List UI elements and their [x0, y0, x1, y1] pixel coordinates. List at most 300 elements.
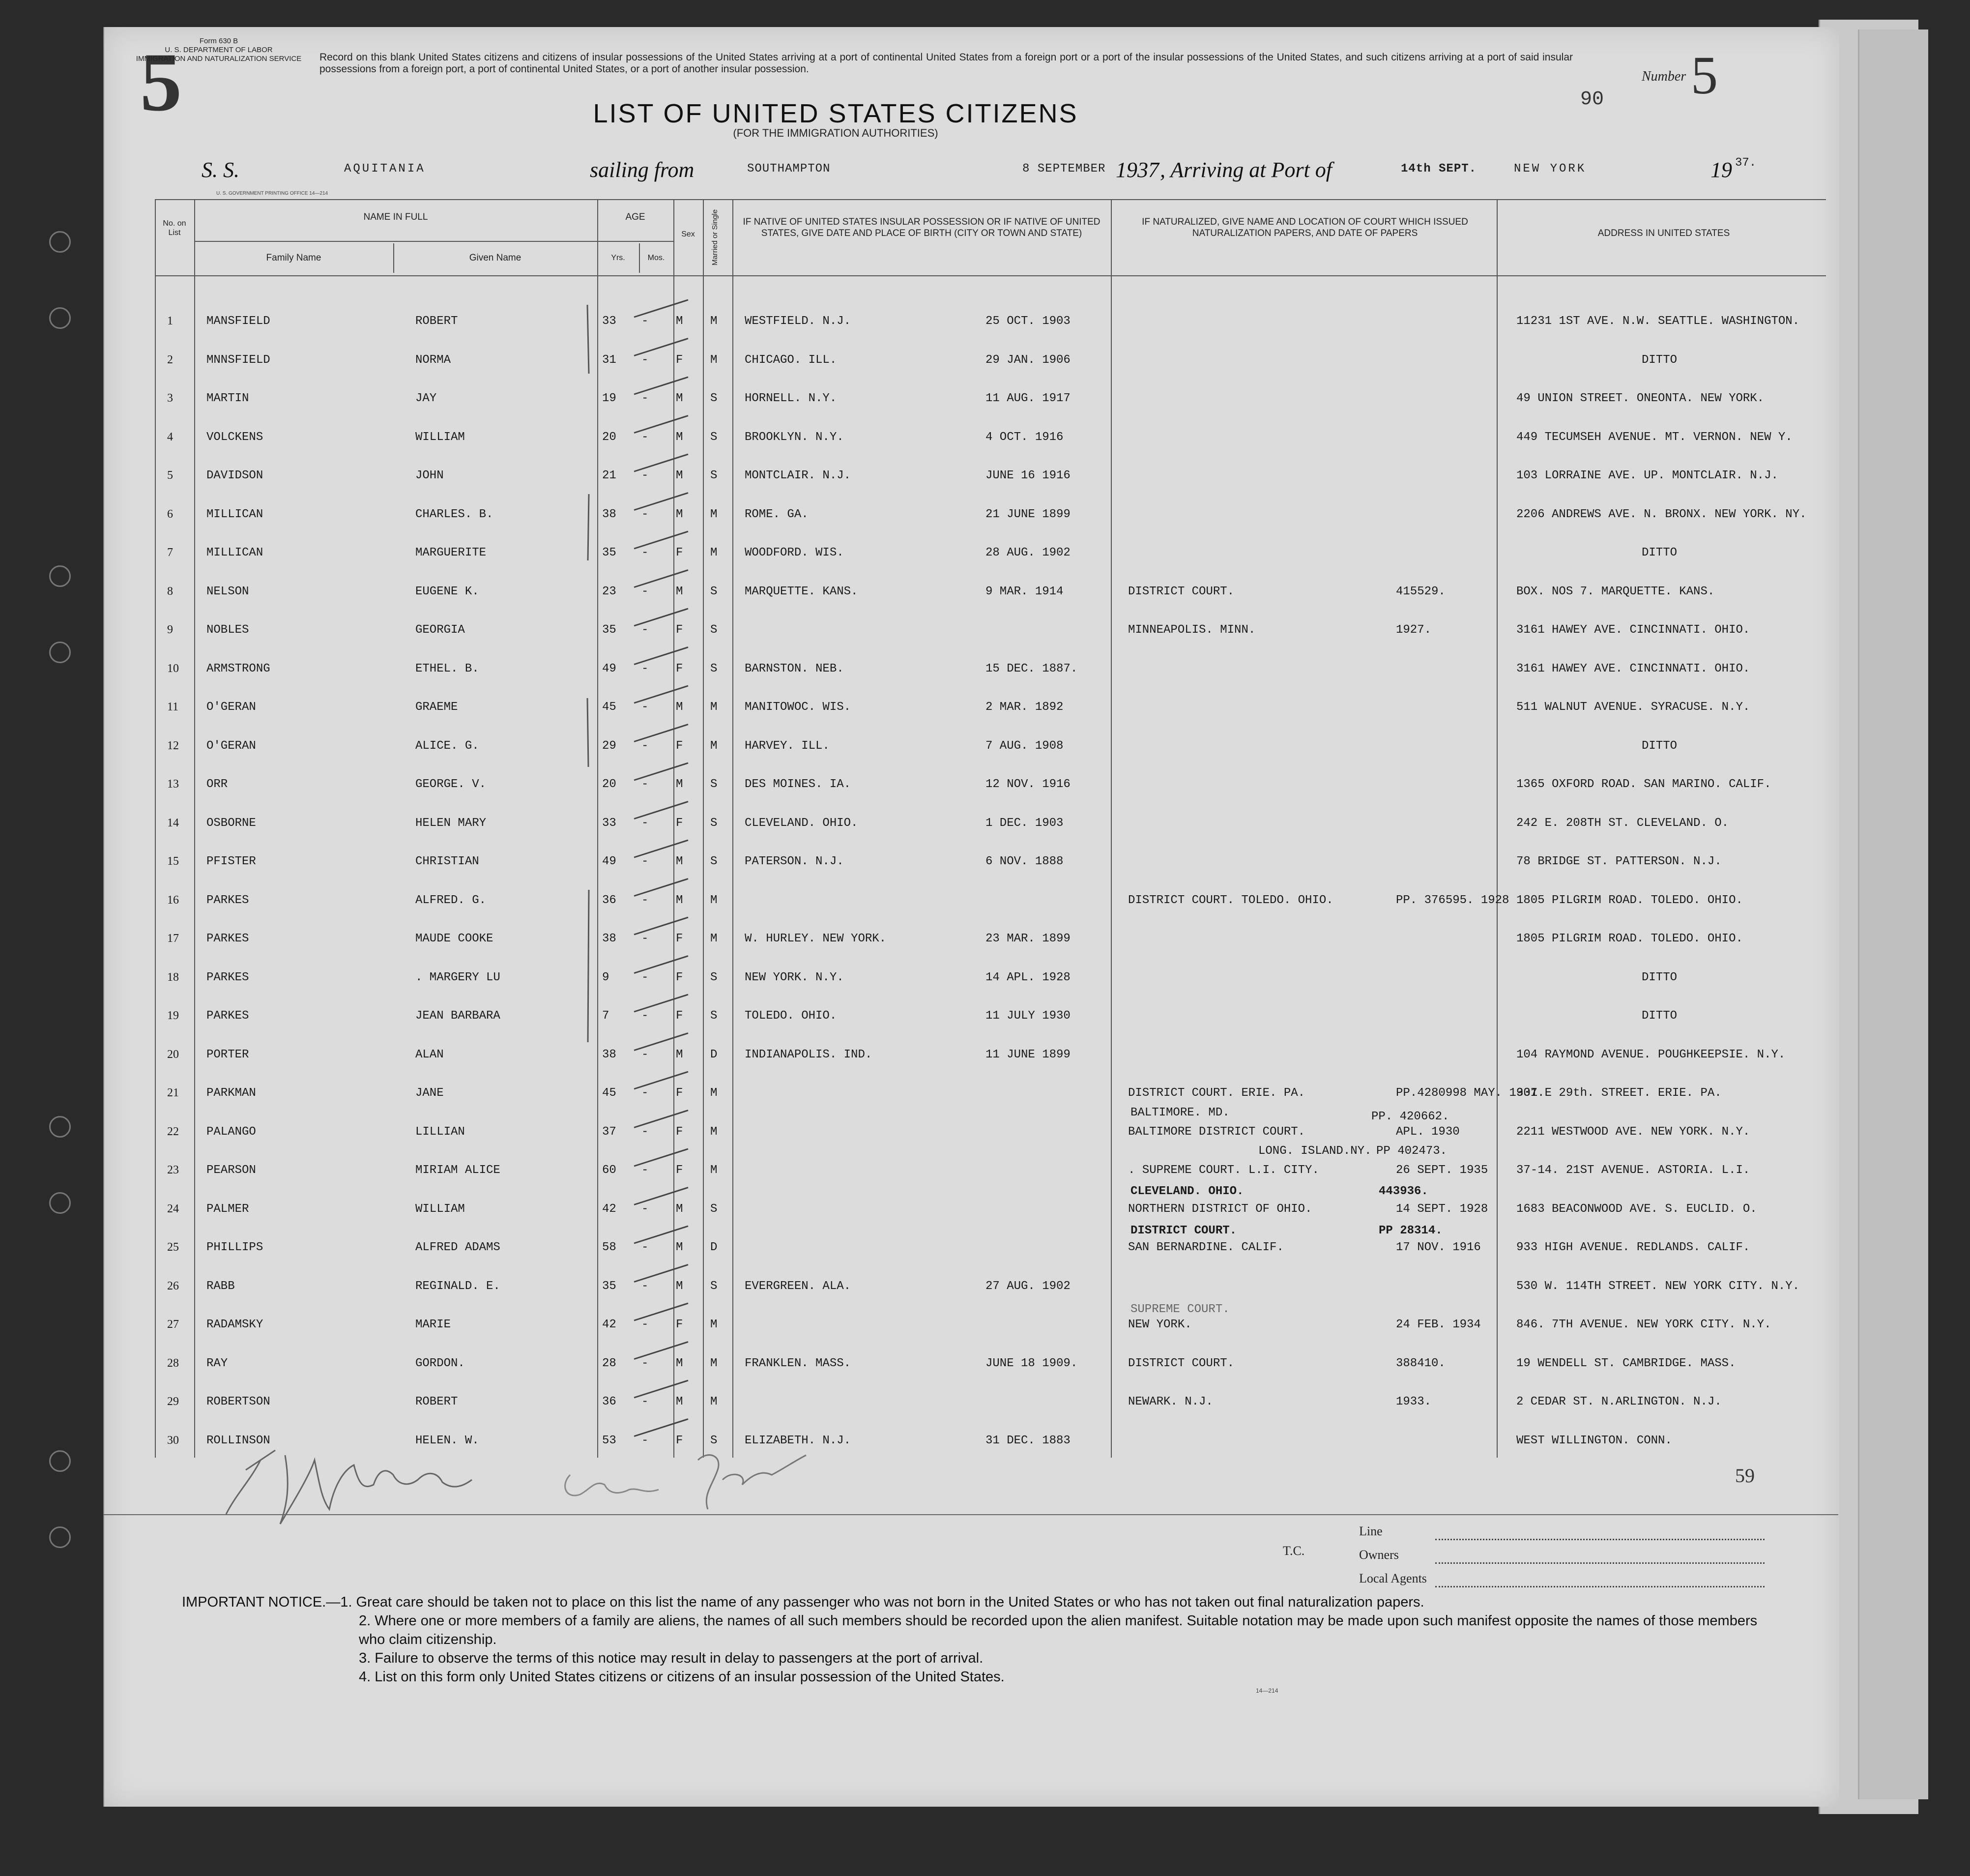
age-years: 21	[602, 469, 616, 482]
age-months: -	[641, 970, 649, 984]
family-name: PALANGO	[206, 1125, 256, 1139]
sex: M	[676, 469, 683, 482]
given-name: ETHEL. B.	[415, 662, 479, 675]
header-naturalized: IF NATURALIZED, GIVE NAME AND LOCATION OF COURT WHICH ISSUED NATURALIZATION PAPERS, AND DATE OF PAPERS	[1142, 217, 1468, 238]
age-months: -	[641, 469, 649, 482]
binder-hole	[49, 231, 71, 253]
age-months: -	[641, 623, 649, 637]
naturalization-court: BALTIMORE DISTRICT COURT.	[1128, 1125, 1305, 1139]
naturalization-court: DISTRICT COURT. ERIE. PA.	[1128, 1086, 1305, 1100]
naturalization-court: DISTRICT COURT. TOLEDO. OHIO.	[1128, 893, 1333, 907]
marital-status: M	[710, 1086, 718, 1100]
given-name: MARIE	[415, 1318, 451, 1331]
sex: F	[676, 1164, 683, 1177]
birth-place: EVERGREEN. ALA.	[745, 1279, 851, 1293]
row-number: 11	[167, 701, 179, 713]
age-months: -	[641, 932, 649, 945]
birth-place: MARQUETTE. KANS.	[745, 585, 858, 598]
sex: M	[676, 430, 683, 444]
row-number: 10	[167, 662, 179, 675]
col-divider	[155, 199, 156, 1458]
family-name: DAVIDSON	[206, 469, 263, 482]
given-name: MAUDE COOKE	[415, 932, 493, 945]
address: DITTO	[1642, 739, 1678, 753]
naturalization-note: BALTIMORE. MD.	[1130, 1106, 1230, 1119]
header-mos: Mos.	[647, 254, 665, 262]
birth-date: 23 MAR. 1899	[985, 932, 1071, 945]
given-name: LILLIAN	[415, 1125, 465, 1139]
marital-status: M	[710, 1356, 718, 1370]
age-years: 49	[602, 855, 616, 868]
family-name: PALMER	[206, 1202, 249, 1216]
header-sex: Sex	[681, 230, 695, 238]
agents-field	[1435, 1586, 1765, 1587]
address: 242 E. 208TH ST. CLEVELAND. O.	[1516, 816, 1729, 830]
family-name: MILLICAN	[206, 507, 263, 521]
service: IMMIGRATION AND NATURALIZATION SERVICE	[136, 55, 302, 63]
family-name: RAY	[206, 1356, 228, 1370]
birth-date: 7 AUG. 1908	[985, 739, 1064, 753]
address: 11231 1ST AVE. N.W. SEATTLE. WASHINGTON.	[1516, 315, 1800, 328]
age-years: 28	[602, 1356, 616, 1370]
address: 1683 BEACONWOOD AVE. S. EUCLID. O.	[1516, 1202, 1757, 1216]
sex: M	[676, 1241, 683, 1254]
given-name: NORMA	[415, 353, 451, 367]
given-name: ALICE. G.	[415, 739, 479, 753]
header-married-single: Married or Single	[711, 209, 719, 266]
sex: M	[676, 855, 683, 868]
marital-status: M	[710, 1318, 718, 1331]
given-name: ROBERT	[415, 1395, 458, 1408]
age-years: 7	[602, 1009, 609, 1023]
birth-date: 28 AUG. 1902	[985, 546, 1071, 559]
birth-date: 29 JAN. 1906	[985, 353, 1071, 367]
address: 1805 PILGRIM ROAD. TOLEDO. OHIO.	[1516, 932, 1743, 945]
given-name: MARGUERITE	[415, 546, 487, 559]
bottom-rule	[103, 1514, 1838, 1515]
row-number: 14	[167, 816, 179, 829]
age-years: 35	[602, 546, 616, 559]
marital-status: S	[710, 1009, 718, 1023]
age-years: 35	[602, 1279, 616, 1293]
birth-date: JUNE 16 1916	[985, 469, 1071, 482]
naturalization-note: LONG. ISLAND.NY.	[1258, 1144, 1372, 1158]
age-years: 36	[602, 1395, 616, 1408]
birth-date: 27 AUG. 1902	[985, 1279, 1071, 1293]
naturalization-ref: 17 NOV. 1916	[1396, 1241, 1481, 1254]
age-years: 9	[602, 970, 609, 984]
naturalization-note: SUPREME COURT.	[1130, 1303, 1230, 1316]
form-identifier	[113, 37, 324, 63]
age-months: -	[641, 353, 649, 367]
intro-text: Record on this blank United States citizens and citizens of insular possessions of the United States arriving at a port of continental United States from a foreign port or a port of the insular possessions of the United States, and such citizens arriving at a port of said insular possessions from a foreign port, a port of continental United States, or a port of another insular possession.	[319, 52, 1573, 75]
family-name: MILLICAN	[206, 546, 263, 559]
birth-place: ELIZABETH. N.J.	[745, 1434, 851, 1447]
notice-2: 2. Where one or more members of a family are aliens, the names of all such members should be recorded upon the alien manifest. Suitable notation may be made upon such manifest opposite the names of those members who claim citizenship.	[359, 1613, 1758, 1647]
address: 933 HIGH AVENUE. REDLANDS. CALIF.	[1516, 1241, 1750, 1254]
marital-status: S	[710, 1202, 718, 1216]
birth-date: 14 APL. 1928	[985, 970, 1071, 984]
age-months: -	[641, 662, 649, 675]
age-months: -	[641, 1164, 649, 1177]
naturalization-court: . SUPREME COURT. L.I. CITY.	[1128, 1164, 1319, 1177]
notice-4: 4. List on this form only United States citizens or citizens of an insular possession of the United States.	[359, 1669, 1005, 1685]
family-name: MNNSFIELD	[206, 353, 270, 367]
birth-date: 31 DEC. 1883	[985, 1434, 1071, 1447]
marital-status: M	[710, 1125, 718, 1139]
family-name: PFISTER	[206, 855, 256, 868]
age-years: 49	[602, 662, 616, 675]
age-months: -	[641, 1009, 649, 1023]
naturalization-court: NEW YORK.	[1128, 1318, 1192, 1331]
printer-note: U. S. GOVERNMENT PRINTING OFFICE 14—214	[216, 191, 328, 196]
marital-status: S	[710, 970, 718, 984]
family-name: RADAMSKY	[206, 1318, 263, 1331]
row-number: 26	[167, 1279, 179, 1292]
address: 103 LORRAINE AVE. UP. MONTCLAIR. N.J.	[1516, 469, 1778, 482]
given-name: GEORGE. V.	[415, 778, 487, 791]
sex: M	[676, 1202, 683, 1216]
naturalization-ref: PP. 376595. 1928	[1396, 893, 1509, 907]
age-years: 42	[602, 1202, 616, 1216]
age-months: -	[641, 739, 649, 753]
naturalization-ref: APL. 1930	[1396, 1125, 1460, 1139]
address: DITTO	[1642, 1009, 1678, 1023]
arrival-date: 14th SEPT.	[1401, 162, 1477, 176]
marital-status: D	[710, 1241, 718, 1254]
birth-date: 15 DEC. 1887.	[985, 662, 1078, 675]
marital-status: M	[710, 1164, 718, 1177]
row-number: 20	[167, 1048, 179, 1061]
naturalization-court: NORTHERN DISTRICT OF OHIO.	[1128, 1202, 1312, 1216]
family-name: OSBORNE	[206, 816, 256, 830]
family-name: ORR	[206, 778, 228, 791]
age-months: -	[641, 1395, 649, 1408]
birth-date: 1 DEC. 1903	[985, 816, 1064, 830]
header-name-in-full: NAME IN FULL	[363, 212, 428, 222]
age-years: 31	[602, 353, 616, 367]
marital-status: M	[710, 546, 718, 559]
age-years: 53	[602, 1434, 616, 1447]
given-name: JANE	[415, 1086, 444, 1100]
age-months: -	[641, 546, 649, 559]
birth-date: 21 JUNE 1899	[985, 507, 1071, 521]
row-divider	[194, 241, 673, 242]
notice-3: 3. Failure to observe the terms of this notice may result in delay to passengers at the port of arrival.	[359, 1650, 984, 1666]
given-name: REGINALD. E.	[415, 1279, 500, 1293]
owners-field	[1435, 1562, 1765, 1564]
birth-place: BARNSTON. NEB.	[745, 662, 844, 675]
naturalization-ref: 1927.	[1396, 623, 1432, 637]
birth-place: NEW YORK. N.Y.	[745, 970, 844, 984]
notice-head: IMPORTANT NOTICE.—	[182, 1594, 341, 1610]
header-yrs: Yrs.	[611, 254, 625, 262]
handwritten-signature	[216, 1440, 855, 1529]
row-number: 21	[167, 1086, 179, 1099]
notice-1: 1. Great care should be taken not to place on this list the name of any passenger who was not born in the United States or who has not taken out final naturalization papers.	[340, 1594, 1424, 1610]
sail-year: 1937	[1116, 158, 1159, 182]
address: 2211 WESTWOOD AVE. NEW YORK. N.Y.	[1516, 1125, 1750, 1139]
sex: M	[676, 893, 683, 907]
naturalization-court: MINNEAPOLIS. MINN.	[1128, 623, 1256, 637]
naturalization-ref: 443936.	[1379, 1185, 1428, 1198]
family-name: VOLCKENS	[206, 430, 263, 444]
age-months: -	[641, 585, 649, 598]
marital-status: D	[710, 1048, 718, 1061]
naturalization-ref: 1933.	[1396, 1395, 1432, 1408]
family-name: O'GERAN	[206, 701, 256, 714]
age-years: 38	[602, 1048, 616, 1061]
birth-date: 25 OCT. 1903	[985, 315, 1071, 328]
birth-place: MANITOWOC. WIS.	[745, 701, 851, 714]
naturalization-ref: 24 FEB. 1934	[1396, 1318, 1481, 1331]
age-months: -	[641, 778, 649, 791]
family-name: PARKES	[206, 893, 249, 907]
age-years: 45	[602, 701, 616, 714]
age-years: 38	[602, 507, 616, 521]
birth-date: 6 NOV. 1888	[985, 855, 1064, 868]
header-family-name: Family Name	[266, 253, 321, 263]
birth-date: 11 AUG. 1917	[985, 392, 1071, 405]
family-name: PARKES	[206, 1009, 249, 1023]
family-name: PARKMAN	[206, 1086, 256, 1100]
address: WEST WILLINGTON. CONN.	[1516, 1434, 1672, 1447]
form-code: 14—214	[1256, 1687, 1278, 1694]
address: 530 W. 114TH STREET. NEW YORK CITY. N.Y.	[1516, 1279, 1800, 1293]
arrival-port: NEW YORK	[1514, 162, 1587, 176]
age-years: 38	[602, 932, 616, 945]
naturalization-ref: 26 SEPT. 1935	[1396, 1164, 1488, 1177]
marital-status: M	[710, 1395, 718, 1408]
naturalization-note: CLEVELAND. OHIO.	[1130, 1185, 1244, 1198]
address: DITTO	[1642, 353, 1678, 367]
line-field	[1435, 1539, 1765, 1540]
age-years: 19	[602, 392, 616, 405]
family-name: ARMSTRONG	[206, 662, 270, 675]
line-label: Line	[1359, 1524, 1383, 1538]
sex: M	[676, 701, 683, 714]
row-number: 23	[167, 1164, 179, 1176]
age-months: -	[641, 1202, 649, 1216]
naturalization-ref: PP.4280998 MAY. 1937.	[1396, 1086, 1545, 1100]
row-number: 8	[167, 585, 173, 598]
sex: M	[676, 392, 683, 405]
sex: M	[676, 1356, 683, 1370]
birth-date: 9 MAR. 1914	[985, 585, 1064, 598]
naturalization-court: DISTRICT COURT.	[1128, 1356, 1235, 1370]
row-number: 3	[167, 392, 173, 405]
sex: F	[676, 1318, 683, 1331]
age-months: -	[641, 1125, 649, 1139]
address: 846. 7TH AVENUE. NEW YORK CITY. N.Y.	[1516, 1318, 1771, 1331]
family-name: PHILLIPS	[206, 1241, 263, 1254]
birth-place: WOODFORD. WIS.	[745, 546, 844, 559]
naturalization-court: NEWARK. N.J.	[1128, 1395, 1213, 1408]
marital-status: M	[710, 507, 718, 521]
marital-status: S	[710, 585, 718, 598]
sex: F	[676, 970, 683, 984]
ss-label: S. S.	[202, 158, 239, 182]
address: 37-14. 21ST AVENUE. ASTORIA. L.I.	[1516, 1164, 1750, 1177]
age-years: 35	[602, 623, 616, 637]
row-number: 13	[167, 778, 179, 791]
marital-status: M	[710, 315, 718, 328]
address: 3161 HAWEY AVE. CINCINNATI. OHIO.	[1516, 623, 1750, 637]
naturalization-court: DISTRICT COURT.	[1128, 585, 1235, 598]
given-name: CHRISTIAN	[415, 855, 479, 868]
address: 104 RAYMOND AVENUE. POUGHKEEPSIE. N.Y.	[1516, 1048, 1786, 1061]
birth-place: W. HURLEY. NEW YORK.	[745, 932, 887, 945]
naturalization-court: SAN BERNARDINE. CALIF.	[1128, 1241, 1284, 1254]
address: 3161 HAWEY AVE. CINCINNATI. OHIO.	[1516, 662, 1750, 675]
tc-mark: T.C.	[1283, 1544, 1305, 1558]
birth-place: CHICAGO. ILL.	[745, 353, 837, 367]
ship-name: AQUITANIA	[344, 162, 426, 176]
age-months: -	[641, 1434, 649, 1447]
marital-status: S	[710, 623, 718, 637]
given-name: ROBERT	[415, 315, 458, 328]
birth-date: 12 NOV. 1916	[985, 778, 1071, 791]
marital-status: M	[710, 893, 718, 907]
marital-status: M	[710, 932, 718, 945]
family-name: PARKES	[206, 932, 249, 945]
given-name: ALAN	[415, 1048, 444, 1061]
sex: M	[676, 778, 683, 791]
age-months: -	[641, 893, 649, 907]
naturalization-ref: PP 28314.	[1379, 1224, 1443, 1237]
birth-place: PATERSON. N.J.	[745, 855, 844, 868]
family-name: RABB	[206, 1279, 235, 1293]
birth-place: BROOKLYN. N.Y.	[745, 430, 844, 444]
row-number: 1	[167, 315, 173, 327]
row-number: 5	[167, 469, 173, 482]
corner-mark: 5	[140, 36, 182, 128]
row-number: 4	[167, 430, 173, 443]
address: 1805 PILGRIM ROAD. TOLEDO. OHIO.	[1516, 893, 1743, 907]
address: 78 BRIDGE ST. PATTERSON. N.J.	[1516, 855, 1722, 868]
binder-hole	[49, 1450, 71, 1472]
sex: F	[676, 546, 683, 559]
row-number: 25	[167, 1241, 179, 1254]
given-name: WILLIAM	[415, 1202, 465, 1216]
age-years: 23	[602, 585, 616, 598]
marital-status: S	[710, 1434, 718, 1447]
birth-place: MONTCLAIR. N.J.	[745, 469, 851, 482]
birth-date: 11 JULY 1930	[985, 1009, 1071, 1023]
important-notice	[182, 1593, 1774, 1686]
address: 2 CEDAR ST. N.ARLINGTON. N.J.	[1516, 1395, 1722, 1408]
given-name: ALFRED ADAMS	[415, 1241, 500, 1254]
departure-port: SOUTHAMPTON	[747, 162, 831, 176]
form-number: Form 630 B	[199, 37, 238, 45]
sex: F	[676, 662, 683, 675]
age-months: -	[641, 430, 649, 444]
family-name: MARTIN	[206, 392, 249, 405]
sex: F	[676, 1434, 683, 1447]
naturalization-ref: 415529.	[1396, 585, 1446, 598]
col-divider	[1497, 199, 1498, 1458]
sex: M	[676, 1279, 683, 1293]
row-number: 19	[167, 1009, 179, 1022]
family-name: ROLLINSON	[206, 1434, 270, 1447]
given-name: CHARLES. B.	[415, 507, 493, 521]
binder-hole	[49, 642, 71, 663]
age-months: -	[641, 1356, 649, 1370]
address: 1365 OXFORD ROAD. SAN MARINO. CALIF.	[1516, 778, 1771, 791]
age-years: 20	[602, 778, 616, 791]
sex: M	[676, 507, 683, 521]
birth-date: 2 MAR. 1892	[985, 701, 1064, 714]
age-months: -	[641, 392, 649, 405]
binder-hole	[49, 565, 71, 587]
marital-status: S	[710, 816, 718, 830]
row-number: 27	[167, 1318, 179, 1331]
marital-status: S	[710, 1279, 718, 1293]
binder-hole	[49, 1526, 71, 1548]
marital-status: S	[710, 469, 718, 482]
given-name: EUGENE K.	[415, 585, 479, 598]
marital-status: S	[710, 430, 718, 444]
birth-place: HARVEY. ILL.	[745, 739, 830, 753]
owners-label: Owners	[1359, 1548, 1399, 1562]
age-months: -	[641, 1279, 649, 1293]
family-brackets	[580, 295, 600, 1082]
sex: F	[676, 1009, 683, 1023]
header-address: ADDRESS IN UNITED STATES	[1597, 228, 1730, 238]
marital-status: S	[710, 392, 718, 405]
row-number: 7	[167, 546, 173, 559]
number-value: 5	[1691, 45, 1718, 105]
sheet-number: 90	[1580, 88, 1604, 111]
header-birth: IF NATIVE OF UNITED STATES INSULAR POSSESSION OR IF NATIVE OF UNITED STATES, GIVE DATE AND PLACE OF BIRTH (CITY OR TOWN AND STATE)	[743, 217, 1101, 238]
birth-date: 11 JUNE 1899	[985, 1048, 1071, 1061]
given-name: . MARGERY LU	[415, 970, 500, 984]
address: 2206 ANDREWS AVE. N. BRONX. NEW YORK. NY.	[1516, 507, 1807, 521]
age-years: 33	[602, 816, 616, 830]
address: 301 E 29th. STREET. ERIE. PA.	[1516, 1086, 1722, 1100]
row-divider	[155, 275, 1826, 276]
row-number: 29	[167, 1395, 179, 1408]
age-years: 60	[602, 1164, 616, 1177]
sex: F	[676, 623, 683, 637]
col-divider	[1111, 199, 1112, 1458]
birth-place: DES MOINES. IA.	[745, 778, 851, 791]
marital-status: M	[710, 739, 718, 753]
given-name: ALFRED. G.	[415, 893, 487, 907]
header-age: AGE	[625, 212, 645, 222]
arriving-label: , Arriving at Port of	[1160, 158, 1332, 182]
binder-hole	[49, 307, 71, 329]
age-years: 37	[602, 1125, 616, 1139]
given-name: JOHN	[415, 469, 444, 482]
naturalization-ref: PP. 420662.	[1371, 1110, 1449, 1123]
birth-place: ROME. GA.	[745, 507, 809, 521]
given-name: HELEN. W.	[415, 1434, 479, 1447]
address: DITTO	[1642, 546, 1678, 559]
given-name: GRAEME	[415, 701, 458, 714]
family-name: PORTER	[206, 1048, 249, 1061]
birth-place: FRANKLEN. MASS.	[745, 1356, 851, 1370]
age-years: 45	[602, 1086, 616, 1100]
address: 449 TECUMSEH AVENUE. MT. VERNON. NEW Y.	[1516, 430, 1793, 444]
address: DITTO	[1642, 970, 1678, 984]
given-name: GEORGIA	[415, 623, 465, 637]
address: BOX. NOS 7. MARQUETTE. KANS.	[1516, 585, 1715, 598]
sex: M	[676, 1048, 683, 1061]
row-number: 28	[167, 1356, 179, 1370]
given-name: WILLIAM	[415, 430, 465, 444]
age-months: -	[641, 855, 649, 868]
